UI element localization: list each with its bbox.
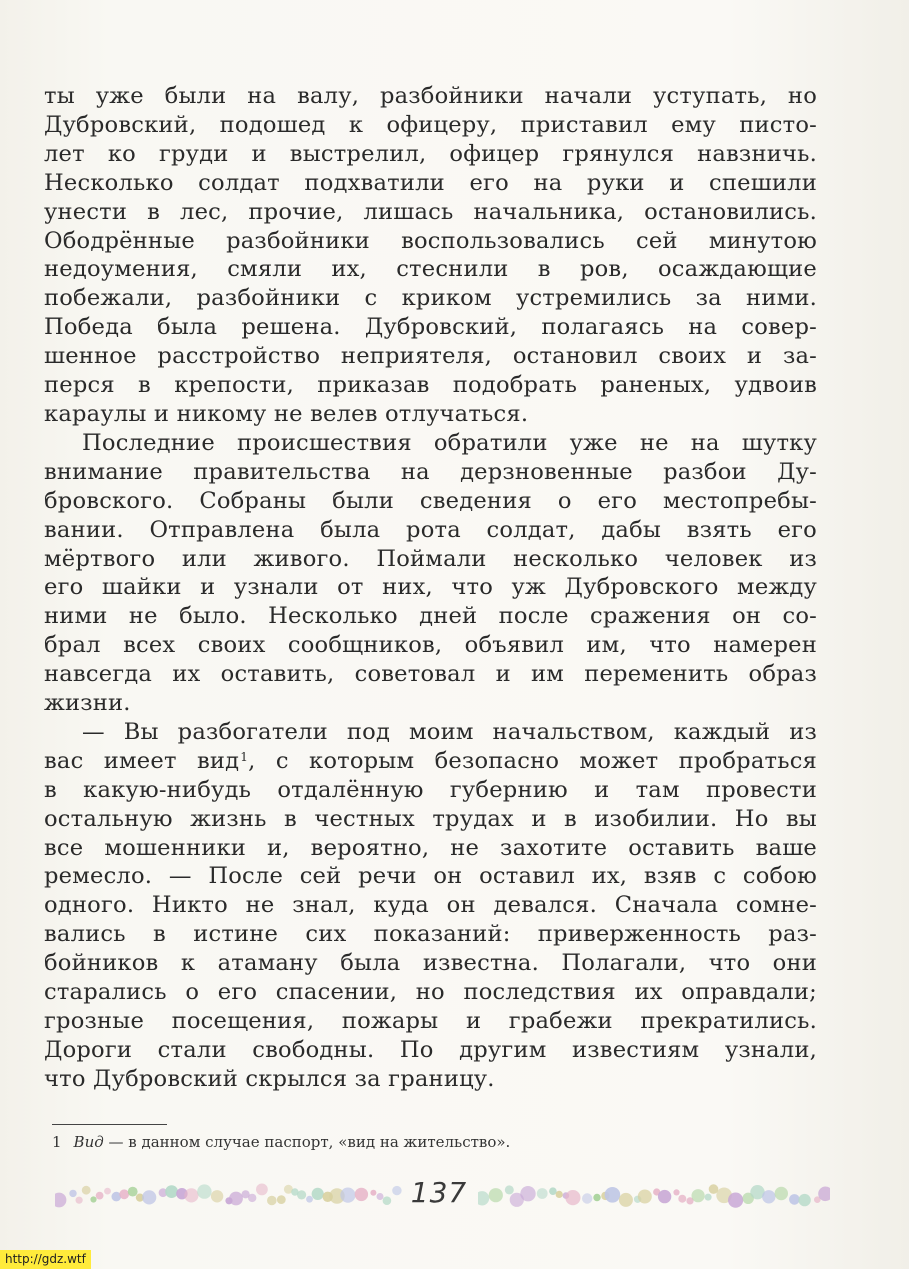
ornament-dot xyxy=(582,1193,592,1203)
ornament-dot xyxy=(478,1191,489,1205)
ornament-dot xyxy=(605,1187,621,1203)
ornament-dot xyxy=(306,1196,313,1203)
ornament-dot xyxy=(248,1194,256,1202)
text-line: шенное расстройство неприятеля, остановил своих и за- xyxy=(44,343,817,370)
dot-ornament-left xyxy=(55,1180,405,1210)
footnote-text: — в данном случае паспорт, «вид на жительство». xyxy=(103,1133,511,1151)
footnote-term: Вид xyxy=(73,1133,104,1151)
ornament-dot xyxy=(104,1188,111,1195)
text-line: что Дубровский скрылся за границу. xyxy=(44,1065,495,1092)
ornament-dot xyxy=(197,1184,211,1198)
ornament-dot xyxy=(76,1197,83,1204)
text-line: ты уже были на валу, разбойники начали уступать, но xyxy=(44,83,817,109)
text-line: вас имеет вид$^1$, с которым безопасно может пробраться xyxy=(44,747,818,774)
ornament-dot xyxy=(728,1193,743,1208)
ornament-dot xyxy=(565,1190,580,1205)
ornament-dot xyxy=(211,1190,223,1202)
ornament-dot xyxy=(789,1194,800,1205)
text-line: перся в крепости, приказав подобрать раненых, удвоив xyxy=(44,372,817,399)
ornament-dot xyxy=(505,1185,514,1194)
ornament-dot xyxy=(96,1192,104,1200)
ornament-dot xyxy=(355,1188,368,1201)
text-line: Дубровский, подошед к офицеру, приставил ему писто- xyxy=(44,111,817,138)
text-line: Победа была решена. Дубровский, полагаясь на совер- xyxy=(44,314,817,341)
text-line: побежали, разбойники с криком устремились за ними. xyxy=(44,285,817,312)
text-line: — Вы разбогатели под моим начальством, каждый из xyxy=(82,718,817,745)
ornament-dot xyxy=(638,1190,652,1204)
text-line: лет ко груди и выстрелил, офицер грянулся навзничь. xyxy=(44,140,817,167)
text-line: Ободрённые разбойники воспользовались сей минутою xyxy=(44,227,817,254)
ornament-dot xyxy=(297,1190,306,1199)
ornament-dot xyxy=(556,1191,563,1198)
ornament-dot xyxy=(775,1187,788,1200)
ornament-dot xyxy=(229,1192,243,1206)
text-line: караулы и никому не велев отлучаться. xyxy=(44,400,529,427)
ornament-dot xyxy=(658,1190,671,1203)
ornament-dot xyxy=(619,1193,633,1207)
ornament-dot xyxy=(82,1186,91,1195)
text-line: его шайки и узнали от них, что уж Дубровского между xyxy=(44,574,817,601)
paragraph-2 xyxy=(44,429,817,718)
ornament-dot xyxy=(55,1193,66,1208)
ornament-dot xyxy=(383,1196,392,1205)
dot-ornament-right xyxy=(478,1180,830,1210)
text-line: брал всех своих сообщников, объявил им, что намерен xyxy=(44,632,817,659)
body-text xyxy=(44,82,817,1094)
text-line: недоумения, смяли их, стеснили в ров, осаждающие xyxy=(44,256,817,283)
text-line: бровского. Собраны были сведения о его местопребы- xyxy=(44,487,817,514)
page-number: 137 xyxy=(410,1176,468,1209)
text-line: бойников к атаману была известна. Полагали, что они xyxy=(44,950,817,977)
text-line: остальную жизнь в честных трудах и в изобилии. Но вы xyxy=(44,805,817,832)
ornament-dot xyxy=(256,1184,268,1196)
ornament-dot xyxy=(119,1189,129,1199)
footnote xyxy=(52,1132,510,1152)
ornament-dot xyxy=(673,1189,679,1195)
paragraph-1 xyxy=(44,82,817,429)
ornament-dot xyxy=(142,1190,156,1204)
text-line: Последние происшествия обратили уже не на шутку xyxy=(82,429,817,456)
ornament-dot xyxy=(537,1188,548,1199)
text-line: Дороги стали свободны. По другим известиям узнали, xyxy=(44,1036,817,1063)
text-line: внимание правительства на дерзновенные разбои Ду- xyxy=(44,458,817,485)
ornament-dot xyxy=(370,1190,376,1196)
ornament-dot xyxy=(340,1188,355,1203)
text-line: старались о его спасении, но последствия их оправдали; xyxy=(44,979,817,1006)
footnote-divider xyxy=(52,1124,167,1125)
text-line: в какую-нибудь отдалённую губернию и там провести xyxy=(44,776,817,803)
ornament-dot xyxy=(312,1188,324,1200)
watermark-link[interactable]: http://gdz.wtf xyxy=(0,1250,91,1269)
ornament-dot xyxy=(90,1196,96,1202)
text-line: вании. Отправлена была рота солдат, дабы взять его xyxy=(44,516,817,543)
text-line: все мошенники и, вероятно, не захотите оставить ваше xyxy=(44,834,817,861)
footnote-number: 1 xyxy=(52,1133,62,1151)
ornament-dot xyxy=(128,1187,138,1197)
ornament-dot xyxy=(267,1196,277,1206)
text-line: ремесло. — После сей речи он оставил их, взяв с собою xyxy=(44,863,817,890)
text-line: Несколько солдат подхватили его на руки и спешили xyxy=(44,169,817,196)
ornament-dot xyxy=(520,1186,535,1201)
ornament-dot xyxy=(762,1190,775,1203)
ornament-dot xyxy=(692,1189,705,1202)
text-line: навсегда их оставить, советовал и им переменить образ xyxy=(44,661,817,688)
ornament-dot xyxy=(184,1188,198,1202)
ornament-dot xyxy=(277,1195,286,1204)
ornament-dot xyxy=(377,1193,384,1200)
text-line: вались в истине сих показаний: приверженность раз- xyxy=(44,921,817,948)
ornament-dot xyxy=(705,1194,712,1201)
ornament-dot xyxy=(165,1185,178,1198)
ornament-dot xyxy=(798,1194,810,1206)
text-line: жизни. xyxy=(44,690,131,717)
text-line: мёртвого или живого. Поймали несколько человек из xyxy=(44,545,817,572)
ornament-dot xyxy=(549,1187,557,1195)
ornament-dot xyxy=(69,1190,76,1197)
paragraph-3 xyxy=(44,718,817,1094)
text-line: унести в лес, прочие, лишась начальника, остановились. xyxy=(44,198,817,225)
ornament-dot xyxy=(678,1195,686,1203)
ornament-dot xyxy=(489,1188,503,1202)
footnote-marker: 1 xyxy=(240,749,249,764)
text-line: грозные посещения, пожары и грабежи прекратились. xyxy=(44,1008,817,1034)
text-line: одного. Никто не знал, куда он девался. Сначала сомне- xyxy=(44,892,817,919)
text-line: ними не было. Несколько дней после сражения он со- xyxy=(44,603,817,630)
ornament-dot xyxy=(593,1194,600,1201)
